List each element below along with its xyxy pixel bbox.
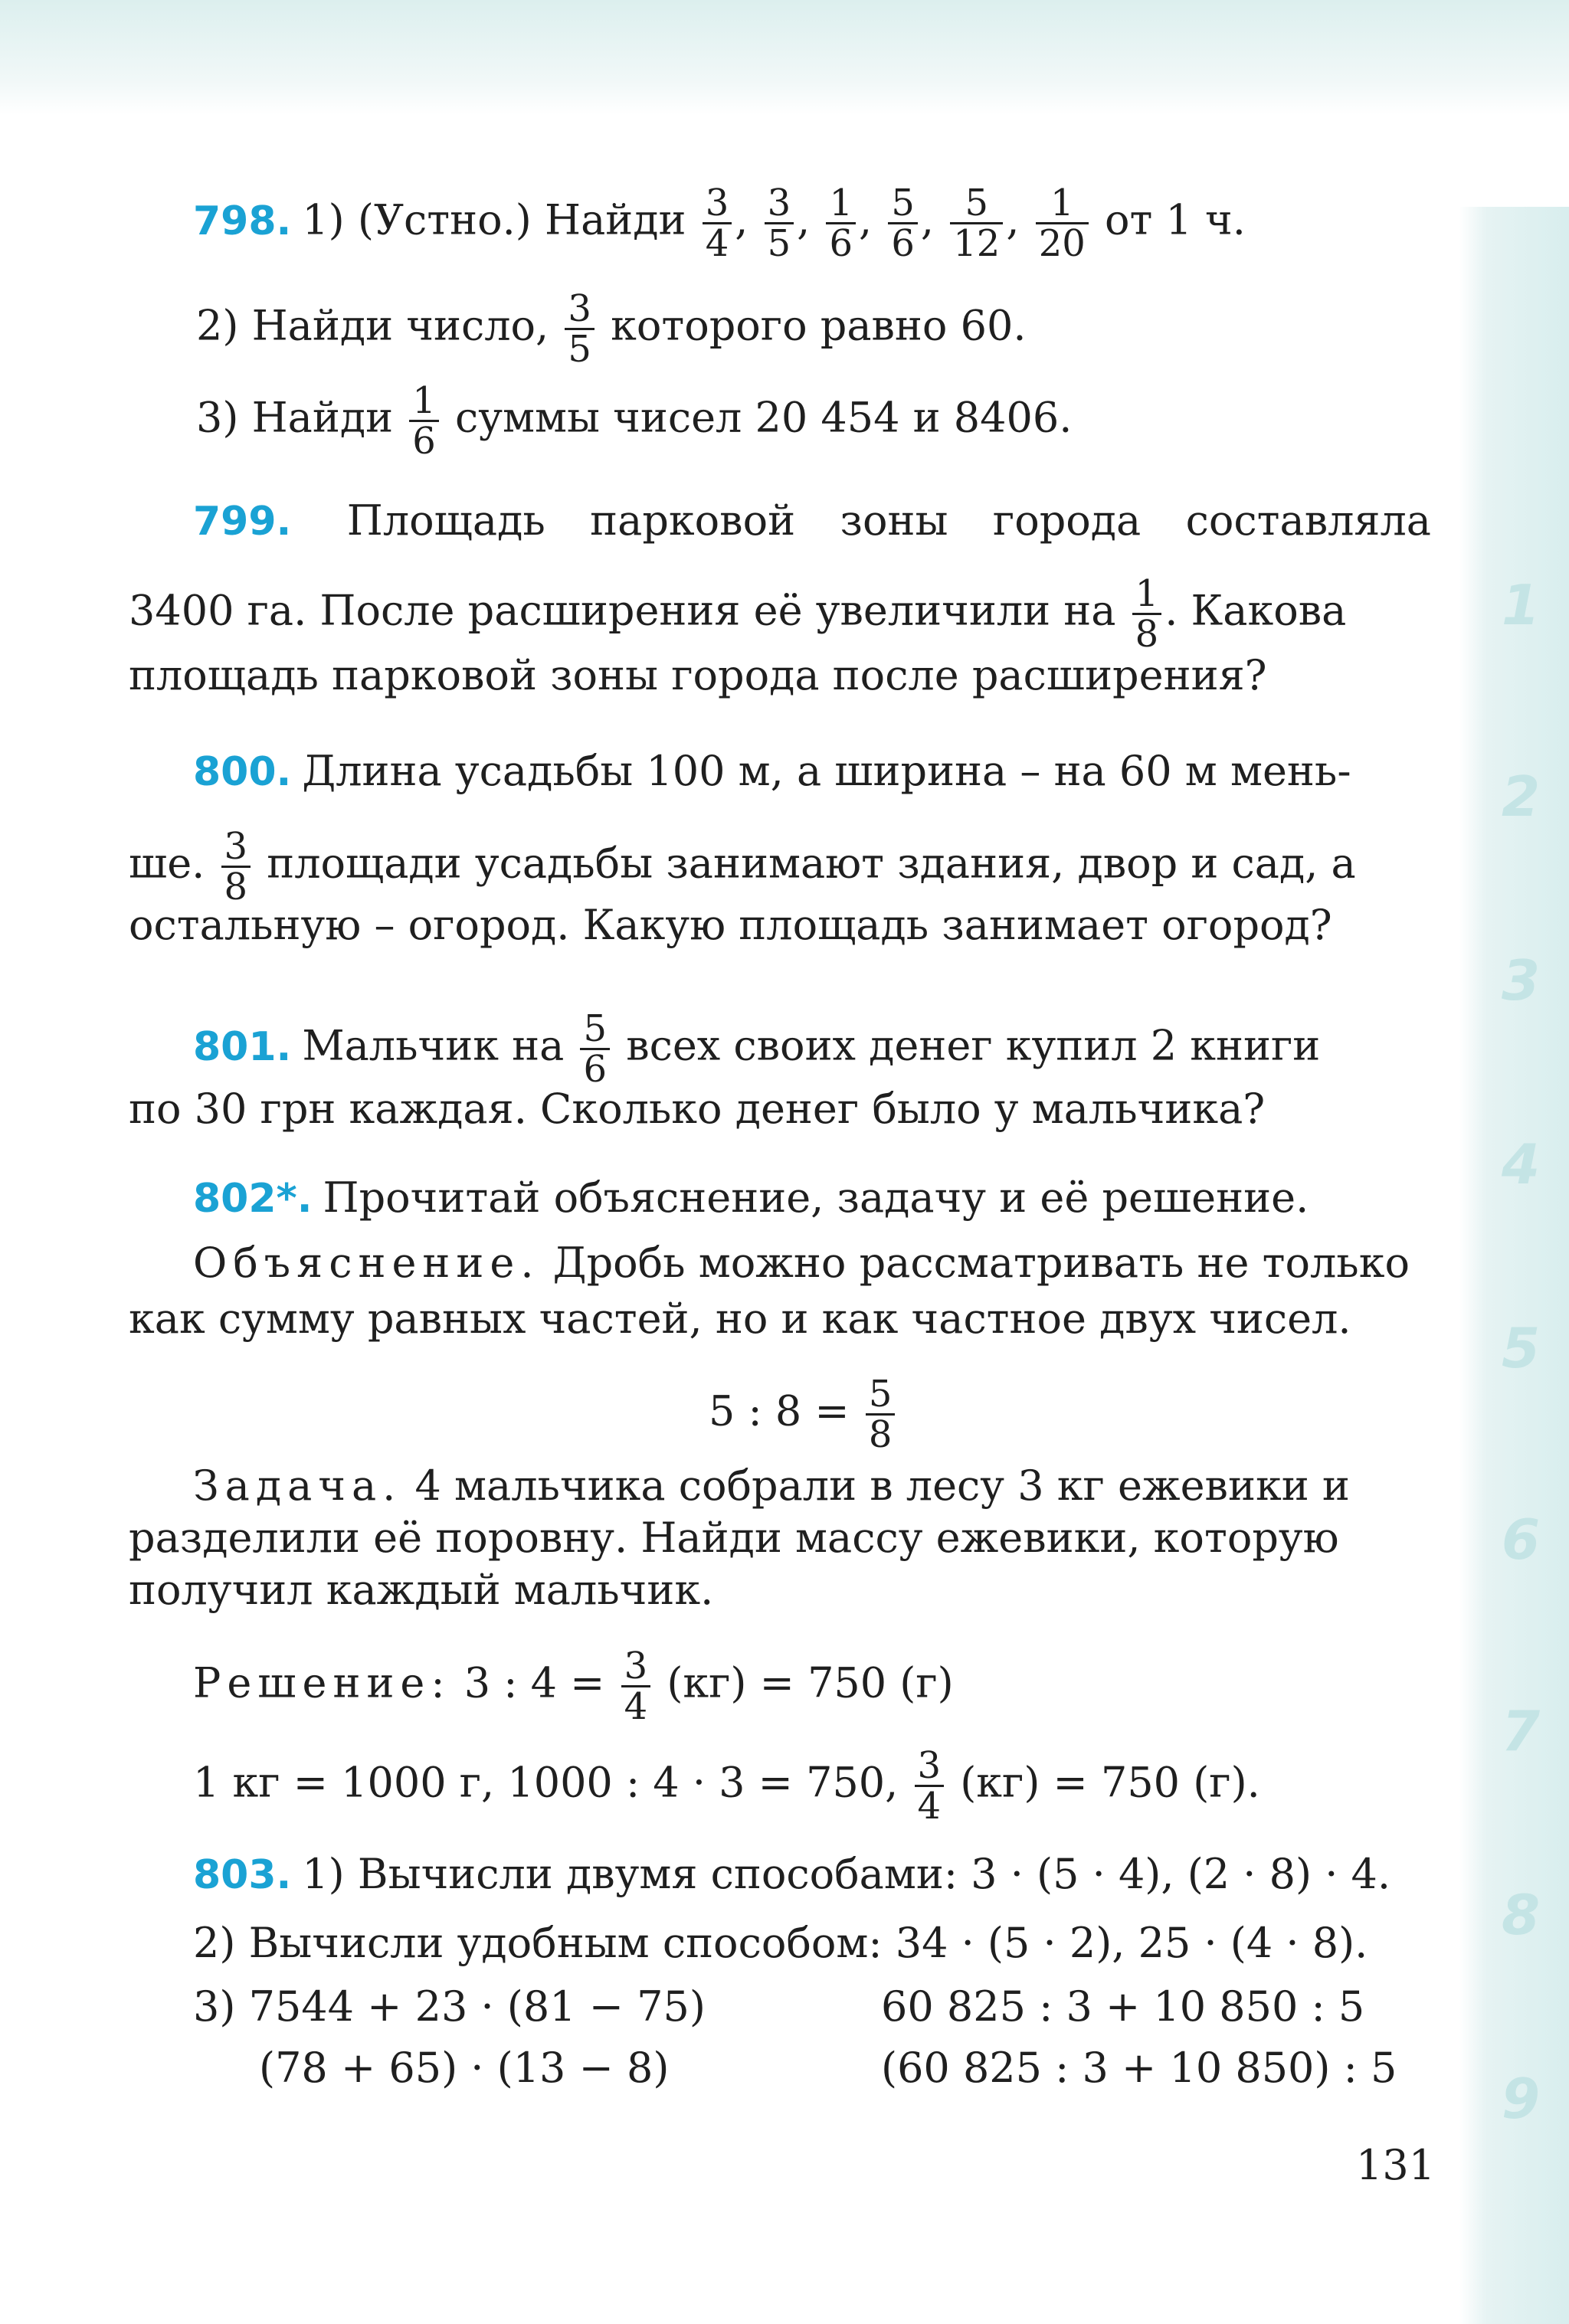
top-header-band (0, 0, 1569, 115)
text: (кг) = 750 (г). (960, 1758, 1260, 1807)
fraction: $\frac{1}{6}$ (409, 381, 439, 460)
solution-label: Решение: (193, 1658, 451, 1707)
ex802-solution-line1 (193, 1645, 1495, 1728)
ex799-line3 (129, 651, 1431, 700)
ex801-line1 (193, 1007, 1495, 1091)
side-tab: 9 (1501, 2067, 1541, 2131)
exercise-number: 799. (193, 499, 292, 545)
exercise-number: 801. (193, 1023, 292, 1070)
text: разделили её поровну. Найди массу ежевики, которую (129, 1514, 1339, 1562)
side-tab: 2 (1501, 764, 1541, 829)
text: от 1 ч. (1104, 195, 1246, 244)
expression: (78 + 65) · (13 − 8) (259, 2044, 670, 2092)
ex802-formula (709, 1373, 1015, 1456)
expression: 3) 7544 + 23 · (81 − 75) (193, 1982, 706, 2031)
text: Длина усадьбы 100 м, а ширина – на 60 м мень- (302, 747, 1351, 795)
ex802-task-line3 (129, 1566, 1431, 1615)
fraction: $\frac{5}{6}$ (580, 1010, 610, 1088)
text: 3400 га. После расширения её увеличили на (129, 586, 1116, 635)
text: ше. (129, 839, 205, 888)
ex798-line1: 798. 1) (Устно.) Найди $\frac{3}{4}$ , $\frac{3}{5}$ , $\frac{1}{6}$ , $\frac{5}{6}$ , $\frac{5}{12}$ , $\frac{1}{20}$ от 1 ч. (193, 182, 1246, 265)
side-tab: 1 (1501, 573, 1541, 637)
side-tab: 4 (1501, 1132, 1541, 1196)
fraction: $\frac{5}{6}$ (888, 184, 918, 263)
exercise-number: 803. (193, 1852, 292, 1898)
task-label: Задача. (193, 1462, 402, 1510)
ex799-line2 (129, 572, 1431, 656)
explanation-label: Объяснение. (193, 1239, 540, 1287)
ex801-line2 (129, 1085, 1431, 1134)
text: получил каждый мальчик. (129, 1566, 714, 1614)
text: 4 мальчика собрали в лесу 3 кг ежевики и (414, 1462, 1350, 1510)
text: остальную – огород. Какую площадь занимает огород? (129, 901, 1332, 949)
ex803-line4-col2 (881, 2044, 1433, 2093)
text: 1 кг = 1000 г, 1000 : 4 · 3 = 750, (193, 1758, 899, 1807)
fraction: $\frac{5}{12}$ (950, 184, 1003, 263)
fraction: $\frac{3}{8}$ (221, 827, 251, 906)
ex798-line3 (196, 379, 1499, 463)
ex800-line1 (193, 747, 1495, 796)
text: по 30 грн каждая. Сколько денег было у мальчика? (129, 1085, 1266, 1133)
text: всех своих денег купил 2 книги (626, 1021, 1321, 1070)
ex798-line2 (196, 287, 1499, 371)
ex800-line3 (129, 901, 1431, 950)
text: . Какова (1164, 586, 1347, 635)
text: 3) Найди (196, 393, 394, 442)
ex802-explanation-line2 (129, 1295, 1431, 1344)
fraction: $\frac{3}{4}$ (703, 184, 732, 263)
page-number: 131 (1356, 2141, 1436, 2189)
text: Прочитай объяснение, задачу и её решение. (323, 1173, 1309, 1222)
ex800-line2 (129, 825, 1431, 908)
text: которого равно 60. (611, 301, 1027, 350)
text: как сумму равных частей, но и как частное двух чисел. (129, 1295, 1351, 1343)
text: площадь парковой зоны города после расширения? (129, 651, 1267, 699)
side-tab: 3 (1501, 948, 1541, 1013)
exercise-number: 798. (193, 198, 292, 244)
ex803-line1 (193, 1850, 1495, 1899)
text: 2) Найди число, (196, 301, 549, 350)
fraction: $\frac{1}{20}$ (1036, 184, 1089, 263)
text: (кг) = 750 (г) (667, 1658, 954, 1707)
text: Площадь парковой зоны города составляла (346, 496, 1431, 545)
text: 2) Вычисли удобным способом: 34 · (5 · 2), 25 · (4 · 8). (193, 1919, 1368, 1967)
side-tab: 5 (1501, 1316, 1541, 1380)
ex802-explanation-line1 (193, 1239, 1495, 1288)
text: площади усадьбы занимают здания, двор и сад, а (267, 839, 1356, 888)
side-tab: 7 (1501, 1699, 1541, 1763)
ex799-line1 (193, 496, 1431, 545)
text: 3 : 4 = (463, 1658, 605, 1707)
fraction: $\frac{3}{4}$ (621, 1647, 651, 1726)
fraction: $\frac{1}{6}$ (826, 184, 856, 263)
text: Мальчик на (302, 1021, 565, 1070)
expression: 60 825 : 3 + 10 850 : 5 (881, 1982, 1365, 2031)
text: Дробь можно рассматривать не только (552, 1239, 1410, 1287)
side-tab: 8 (1501, 1883, 1541, 1947)
ex802-task-line1 (193, 1462, 1495, 1511)
ex802-solution-line2 (193, 1744, 1495, 1828)
fraction: $\frac{3}{4}$ (915, 1746, 945, 1825)
ex802-task-line2 (129, 1514, 1431, 1563)
fraction: $\frac{3}{5}$ (765, 184, 794, 263)
exercise-number: 802*. (193, 1176, 313, 1222)
ex803-line2 (193, 1919, 1495, 1968)
fraction: $\frac{5}{8}$ (866, 1375, 896, 1454)
exercise-number: 800. (193, 749, 292, 795)
text: 1) Вычисли двумя способами: 3 · (5 · 4), (2 · 8) · 4. (302, 1850, 1391, 1898)
expression: (60 825 : 3 + 10 850) : 5 (881, 2044, 1397, 2092)
fraction: $\frac{3}{5}$ (565, 290, 595, 368)
ex803-line3-col2 (881, 1982, 1433, 2031)
ex802-line1 (193, 1173, 1495, 1223)
text: 5 : 8 = (709, 1386, 850, 1435)
side-tab: 6 (1501, 1507, 1541, 1572)
fraction: $\frac{1}{8}$ (1132, 574, 1162, 653)
text: 1) (Устно.) Найди (302, 195, 686, 244)
text: суммы чисел 20 454 и 8406. (455, 393, 1073, 442)
